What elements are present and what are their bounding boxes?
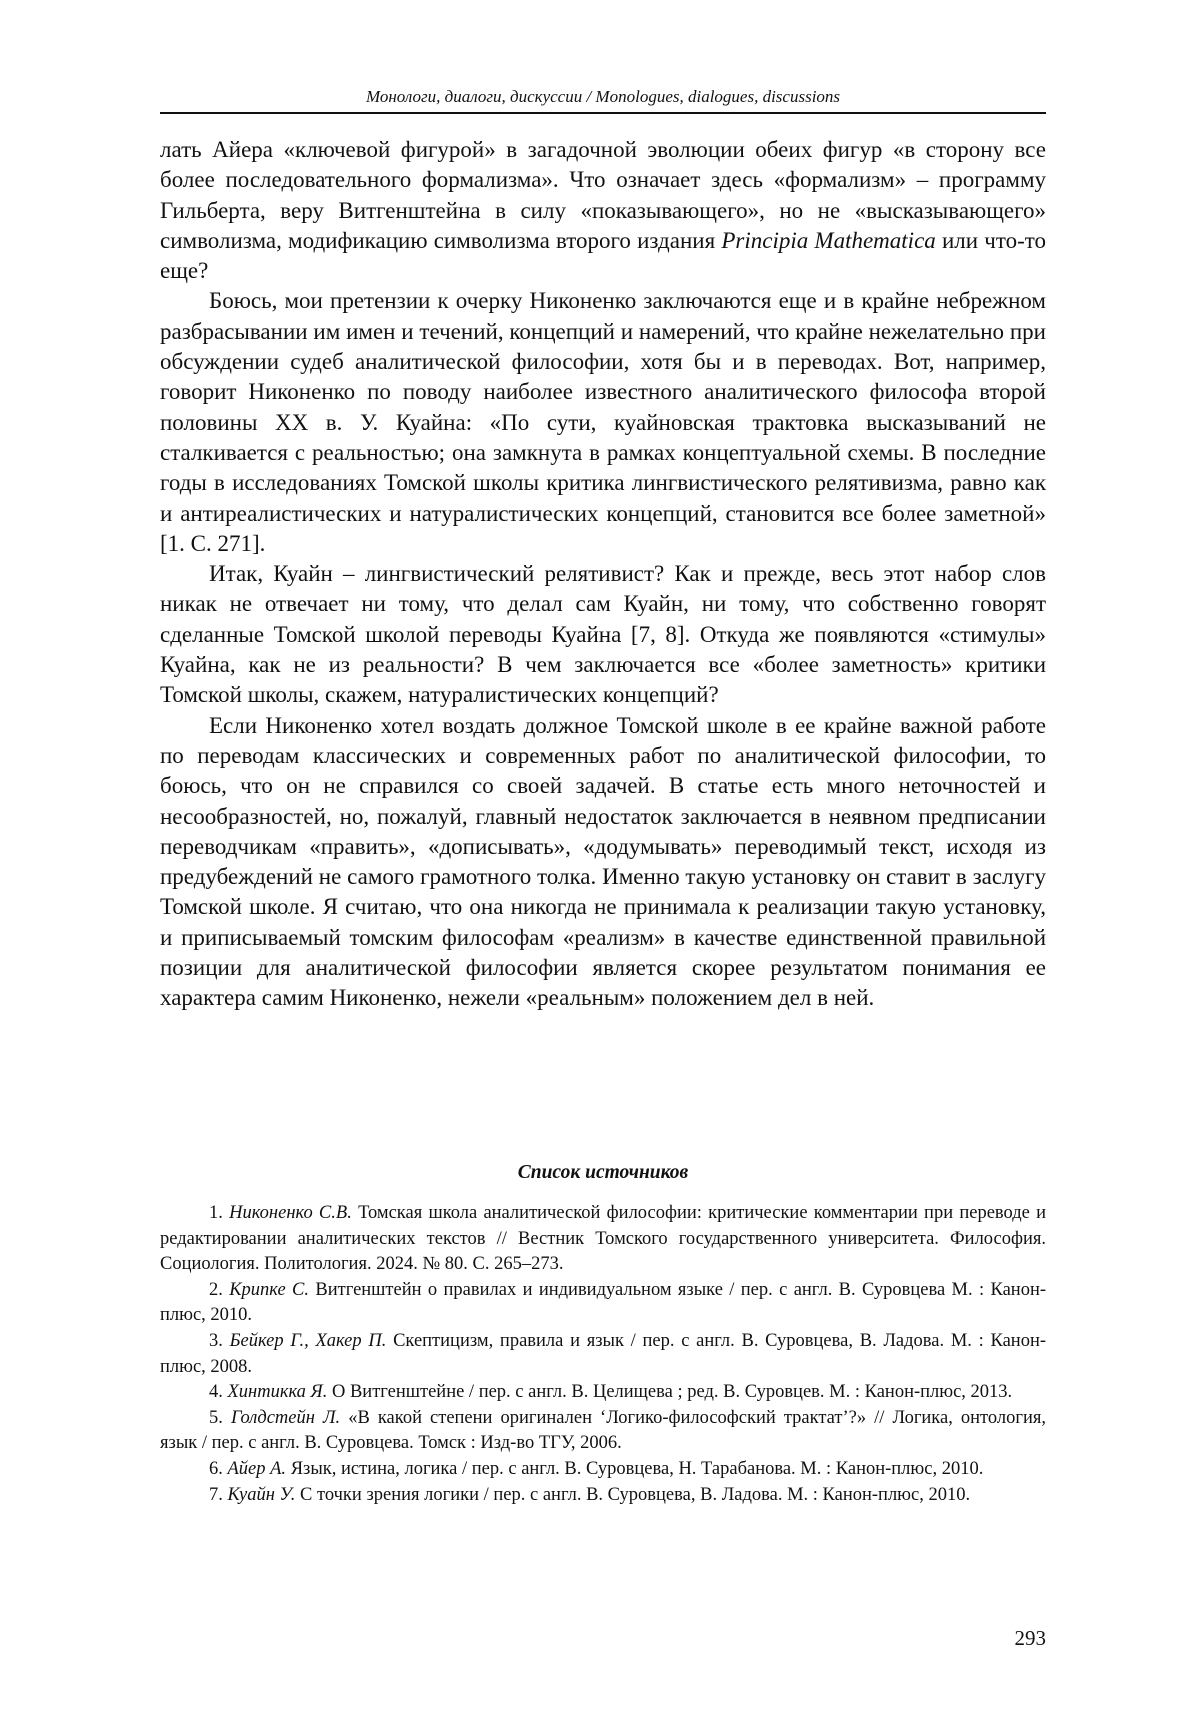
reference-author: Никоненко С.В. bbox=[229, 1203, 352, 1223]
paragraph: Боюсь, мои претензии к очерку Никоненко заключаются еще и в крайне небрежном разбрасывании им имен и течений, концепций и намерений, что крайне нежелательно при обсуждении судеб аналитической философии, хотя бы и в переводах. Вот, например, говорит Никоненко по поводу наиболее известного аналитического философа второй половины XX в. У. Куайна: «По сути, куайновская трактовка высказываний не сталкивается с реальностью; она замкнута в рамках концептуальной схемы. В последние годы в исследованиях Томской школы критика лингвистического релятивизма, равно как и антиреалистических и натуралистических концепций, становится все более заметной» [1. С. 271]. bbox=[160, 288, 1046, 556]
paragraph bbox=[160, 135, 1046, 286]
reference-author: Хинтикка Я. bbox=[227, 1382, 328, 1403]
reference-number: 4. bbox=[209, 1382, 223, 1403]
reference-author: Куайн У. bbox=[227, 1484, 296, 1505]
reference-item bbox=[160, 1329, 1046, 1380]
reference-number: 1. bbox=[209, 1203, 223, 1223]
reference-number: 6. bbox=[209, 1458, 223, 1479]
running-header: Монологи, диалоги, дискуссии / Monologues, dialogues, discussions bbox=[365, 87, 841, 106]
reference-text: Скептицизм, правила и язык / пер. с англ. В. Суровцева, В. Ладова. М. : Канон-плюс, 2008. bbox=[160, 1330, 1047, 1377]
reference-number: 3. bbox=[209, 1330, 223, 1351]
references-list bbox=[160, 1201, 1046, 1508]
references-title: Список источников bbox=[517, 1162, 689, 1183]
paragraph-text: или что-то еще? bbox=[160, 227, 1046, 284]
reference-number: 2. bbox=[209, 1279, 223, 1300]
reference-item bbox=[160, 1483, 1046, 1509]
reference-text: Витгенштейн о правилах и индивидуальном языке / пер. с англ. В. Суровцева М. : Канон-плюс, 2010. bbox=[160, 1279, 1047, 1326]
reference-item bbox=[160, 1278, 1046, 1329]
paragraph: Если Никоненко хотел воздать должное Томской школе в ее крайне важной работе по переводам классических и современных работ по аналитической философии, то боюсь, что он не справился со своей задачей. В статье есть много неточностей и несообразностей, но, пожалуй, главный недостаток заключается в неявном предписании переводчикам «править», «дописывать», «додумывать» переводимый текст, исходя из предубеждений не самого грамотного толка. Именно такую установку он ставит в заслугу Томской школе. Я считаю, что она никогда не принимала к реализации такую установку, и приписываемый томским философам «реализм» в качестве единственной правильной позиции для аналитической философии является скорее результатом понимания ее характера самим Никоненко, нежели «реальным» положением дел в ней. bbox=[160, 712, 1046, 1011]
reference-text: С точки зрения логики / пер. с англ. В. Суровцева, В. Ладова. М. : Канон-плюс, 2010. bbox=[300, 1484, 971, 1505]
reference-item bbox=[160, 1201, 1046, 1278]
header-rule bbox=[160, 112, 1046, 114]
article-body bbox=[160, 135, 1046, 1014]
reference-author: Бейкер Г., Хакер П. bbox=[229, 1330, 387, 1351]
reference-item bbox=[160, 1380, 1046, 1406]
reference-author: Голдстейн Л. bbox=[230, 1407, 341, 1428]
reference-text: «В какой степени оригинален ‘Логико-философский трактат’?» // Логика, онтология, язык / пер. с англ. В. Суровцева. Томск : Изд-во ТГУ, 2006. bbox=[160, 1407, 1047, 1454]
reference-text: Томская школа аналитической философии: критические комментарии при переводе и редактировании аналитических текстов // Вестник Томского государственного университета. Философия. Социология. Политология. 2024. № 80. С. 265–273. bbox=[160, 1203, 1047, 1275]
reference-text: О Витгенштейне / пер. с англ. В. Целищева ; ред. В. Суровцев. М. : Канон-плюс, 2013. bbox=[331, 1382, 1013, 1403]
paragraph: Итак, Куайн – лингвистический релятивист? Как и прежде, весь этот набор слов никак не отвечает ни тому, что делал сам Куайн, ни тому, что собственно говорят сделанные Томской школой переводы Куайна [7, 8]. Откуда же появляются «стимулы» Куайна, как не из реальности? В чем заключается все «более заметность» критики Томской школы, скажем, натуралистических концепций? bbox=[160, 561, 1046, 708]
page-number: 293 bbox=[1014, 1626, 1046, 1650]
reference-item bbox=[160, 1406, 1046, 1457]
paragraph-text: лать Айера «ключевой фигурой» в загадочной эволюции обеих фигур «в сторону все более последовательного формализма». Что означает здесь «формализм» – программу Гильберта, веру Витгенштейна в силу «показывающего», но не «высказывающего» символизма, модификацию символизма второго издания bbox=[160, 137, 1046, 253]
reference-item bbox=[160, 1457, 1046, 1483]
reference-author: Айер А. bbox=[227, 1458, 287, 1479]
reference-number: 5. bbox=[209, 1407, 223, 1428]
reference-text: Язык, истина, логика / пер. с англ. В. Суровцева, Н. Тарабанова. М. : Канон-плюс, 2010. bbox=[290, 1458, 984, 1479]
book-title: Principia Mathematica bbox=[721, 227, 936, 253]
reference-number: 7. bbox=[209, 1484, 223, 1505]
reference-author: Крипке С. bbox=[229, 1279, 310, 1300]
